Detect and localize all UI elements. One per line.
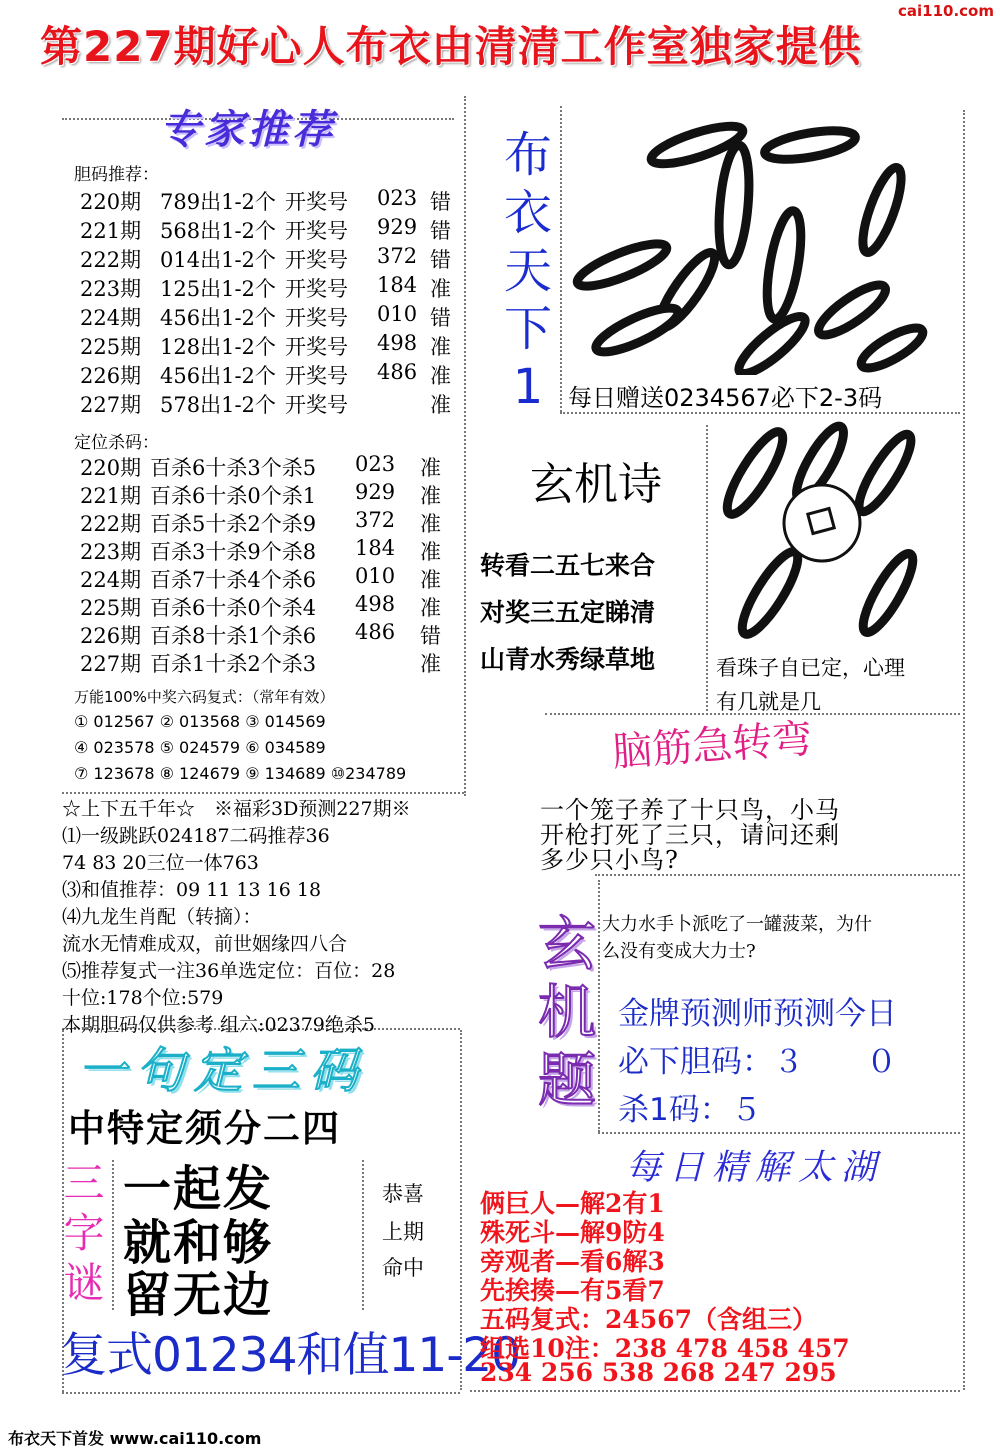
brain-heading: 脑筋急转弯 (610, 716, 814, 776)
footer-text: 布衣天下首发 www.cai110.com (8, 1429, 262, 1448)
dan-cell: 开奖号 (285, 335, 348, 359)
brain-line: 多少只小鸟? (540, 846, 679, 874)
page-title: 第227期好心人布衣由清清工作室独家提供 (40, 22, 862, 71)
forecast-line: ⑷九龙生肖配（转摘）： (62, 906, 262, 928)
kill-cell: 227期 (80, 652, 142, 676)
dan-cell: 125出1-2个 (160, 277, 276, 301)
yiju-line: 中特定须分二四 (68, 1107, 341, 1150)
kill-cell: 184 (355, 536, 396, 560)
dan-cell: 456出1-2个 (160, 306, 276, 330)
site-watermark: cai110.com (898, 2, 994, 20)
taihu-line: 组选10注：238 478 458 457 (480, 1334, 850, 1363)
dan-cell: 227期 (80, 393, 142, 417)
dan-cell: 789出1-2个 (160, 190, 276, 214)
kill-cell: 百杀3十杀9个杀8 (150, 540, 317, 564)
kill-cell: 220期 (80, 456, 142, 480)
forecast-line: ⑴一级跳跃024187二码推荐36 (62, 825, 330, 847)
dan-cell: 014出1-2个 (160, 248, 276, 272)
divider (464, 96, 466, 796)
dan-cell: 错 (430, 190, 451, 214)
dan-cell: 226期 (80, 364, 142, 388)
dan-cell: 578出1-2个 (160, 393, 276, 417)
buyi-char: 布 (503, 127, 552, 183)
bead-shape (856, 321, 928, 375)
kill-cell: 百杀8十杀1个杀6 (150, 624, 317, 648)
kill-cell: 486 (355, 620, 396, 644)
bead-shape (763, 125, 858, 165)
kill-cell: 222期 (80, 512, 142, 536)
gift-line: 每日赠送0234567必下2-3码 (568, 384, 883, 412)
forecast-line: 流水无情难成双，前世姻缘四八合 (62, 933, 348, 955)
bead-shape (715, 144, 753, 266)
kill-label: 定位杀码： (74, 433, 159, 453)
dan-cell: 128出1-2个 (160, 335, 276, 359)
dan-cell: 223期 (80, 277, 142, 301)
six-row: ④ 023578 ⑤ 024579 ⑥ 034589 (74, 738, 326, 757)
xuanji-char: 玄 (537, 910, 596, 978)
buyi-char: 1 (512, 359, 544, 415)
divider (598, 1132, 960, 1134)
taihu-line: 五码复式：24567（含组三） (480, 1305, 817, 1334)
expert-heading: 专家推荐 (160, 107, 336, 153)
dan-cell: 184 (377, 273, 418, 297)
buyi-char: 下 (503, 301, 552, 357)
divider (470, 1390, 960, 1392)
kill-cell: 百杀6十杀0个杀1 (150, 484, 317, 508)
dan-cell: 372 (377, 244, 418, 268)
kill-cell: 准 (420, 596, 441, 620)
dan-cell: 错 (430, 306, 451, 330)
dan-cell: 开奖号 (285, 219, 348, 243)
bead-shape (851, 428, 919, 517)
six-label: 万能100%中奖六码复式：（常年有效） (74, 688, 335, 706)
kill-cell: 225期 (80, 596, 142, 620)
poem-note: 有几就是几 (716, 690, 821, 714)
kill-cell: 223期 (80, 540, 142, 564)
kill-cell: 498 (355, 592, 396, 616)
taihu-line: 殊死斗—解9防4 (480, 1218, 665, 1247)
gold-line: 必下胆码：３ ０ (618, 1044, 897, 1080)
coin-beads-image (710, 418, 960, 643)
dan-cell: 023 (377, 186, 418, 210)
dan-cell: 220期 (80, 190, 142, 214)
xuanji-question: 么没有变成大力士? (602, 941, 756, 962)
riddle-line: 就和够 (123, 1215, 274, 1271)
dan-cell: 568出1-2个 (160, 219, 276, 243)
kill-cell: 准 (420, 484, 441, 508)
kill-cell: 百杀6十杀0个杀4 (150, 596, 317, 620)
buyi-char: 天 (503, 243, 552, 299)
forecast-line: 74 83 20三位一体763 (62, 852, 259, 874)
forecast-line: ⑸推荐复式一注36单选定位：百位：28 (62, 960, 396, 982)
dan-cell: 456出1-2个 (160, 364, 276, 388)
kill-cell: 010 (355, 564, 396, 588)
taihu-line: 先挨揍—有5看7 (480, 1276, 665, 1305)
divider (706, 425, 708, 715)
bead-shape (812, 277, 891, 343)
dan-label: 胆码推荐： (74, 165, 159, 185)
kill-cell: 百杀1十杀2个杀3 (150, 652, 317, 676)
taihu-heading: 每日精解太湖 (626, 1148, 885, 1188)
kill-cell: 221期 (80, 484, 142, 508)
brain-line: 开枪打死了三只，请问还剩 (540, 821, 840, 849)
kill-cell: 错 (420, 624, 441, 648)
forecast-block (62, 796, 411, 1039)
poem-line: 对奖三五定睇清 (480, 598, 656, 627)
divider (112, 1160, 114, 1310)
beads-group (573, 119, 928, 375)
coin-hole-shape (808, 508, 834, 533)
poem-line: 转看二五七来合 (480, 551, 656, 580)
kill-cell: 224期 (80, 568, 142, 592)
divider (362, 1160, 364, 1310)
divider (62, 792, 464, 794)
kill-cell: 百杀7十杀4个杀6 (150, 568, 317, 592)
xuanji-char: 机 (537, 978, 596, 1046)
poem-note: 看珠子自已定，心理 (716, 656, 905, 680)
kill-cell: 百杀5十杀2个杀9 (150, 512, 317, 536)
kill-cell: 准 (420, 568, 441, 592)
beads-symbol-image (562, 100, 962, 375)
six-row: ⑦ 123678 ⑧ 124679 ⑨ 134689 ⑩234789 (74, 764, 407, 783)
kill-cell: 准 (420, 512, 441, 536)
dan-cell: 准 (430, 335, 451, 359)
bead-shape (734, 545, 807, 640)
forecast-line: ☆上下五千年☆ ※福彩3D预测227期※ (62, 798, 411, 820)
riddle-line: 一起发 (123, 1161, 274, 1217)
taihu-line: 俩巨人—解2有1 (480, 1189, 665, 1218)
xuanji-question: 大力水手卜派吃了一罐菠菜，为什 (602, 914, 872, 935)
congrats-text: 恭喜 (382, 1182, 424, 1206)
bead-shape (855, 548, 921, 638)
kill-cell: 929 (355, 480, 396, 504)
divider (62, 1392, 460, 1394)
dan-cell: 221期 (80, 219, 142, 243)
dan-cell: 准 (430, 364, 451, 388)
dan-cell: 错 (430, 219, 451, 243)
kill-cell: 准 (420, 540, 441, 564)
dan-cell: 开奖号 (285, 306, 348, 330)
dan-cell: 准 (430, 277, 451, 301)
bead-shape (855, 164, 908, 257)
dan-cell: 929 (377, 215, 418, 239)
dan-cell: 准 (430, 393, 451, 417)
bead-shape (573, 236, 671, 294)
bead-shape (591, 300, 683, 360)
bead-shape (761, 208, 808, 321)
riddle-line: 留无边 (123, 1267, 274, 1323)
dan-cell: 498 (377, 331, 418, 355)
dan-cell: 225期 (80, 335, 142, 359)
gold-line: 金牌预测师预测今日 (618, 996, 897, 1032)
kill-cell: 百杀6十杀3个杀5 (150, 456, 317, 480)
dan-cell: 开奖号 (285, 190, 348, 214)
dan-cell: 224期 (80, 306, 142, 330)
kill-cell: 准 (420, 456, 441, 480)
buyi-vertical-title (498, 126, 558, 416)
six-row: ① 012567 ② 013568 ③ 014569 (74, 712, 326, 731)
forecast-line: ⑶和值推荐：09 11 13 16 18 (62, 879, 322, 901)
forecast-line: 十位:178个位:579 (62, 987, 224, 1009)
taihu-line: 旁观者—看6解3 (480, 1247, 665, 1276)
fushi-line: 复式01234和值11-20 (60, 1328, 521, 1383)
dan-cell: 错 (430, 248, 451, 272)
dan-cell: 486 (377, 360, 418, 384)
sanzi-label: 三字谜 (63, 1159, 105, 1307)
dan-cell: 010 (377, 302, 418, 326)
kill-cell: 023 (355, 452, 396, 476)
gold-line: 杀1码：５ (618, 1092, 762, 1128)
poem-title: 玄机诗 (530, 459, 662, 510)
buyi-char: 衣 (503, 185, 552, 241)
xuanji-vertical-title (535, 910, 599, 1114)
divider (963, 110, 965, 1390)
bead-shape (719, 425, 792, 520)
dan-cell: 开奖号 (285, 393, 348, 417)
forecast-line: 本期胆码仅供参考 组六:02379绝杀5 (62, 1014, 375, 1036)
congrats-text: 上期 (382, 1220, 424, 1244)
dan-cell: 开奖号 (285, 277, 348, 301)
kill-cell: 226期 (80, 624, 142, 648)
congrats-text: 命中 (382, 1256, 424, 1280)
poem-line: 山青水秀绿草地 (480, 645, 656, 674)
kill-cell: 372 (355, 508, 396, 532)
brain-line: 一个笼子养了十只鸟，小马 (540, 796, 840, 824)
taihu-line: 234 256 538 268 247 295 (480, 1358, 837, 1387)
kill-cell: 准 (420, 652, 441, 676)
dan-cell: 开奖号 (285, 364, 348, 388)
dan-cell: 开奖号 (285, 248, 348, 272)
yiju-heading: 一句定三码 (78, 1043, 369, 1099)
xuanji-char: 题 (537, 1046, 596, 1114)
dan-cell: 222期 (80, 248, 142, 272)
